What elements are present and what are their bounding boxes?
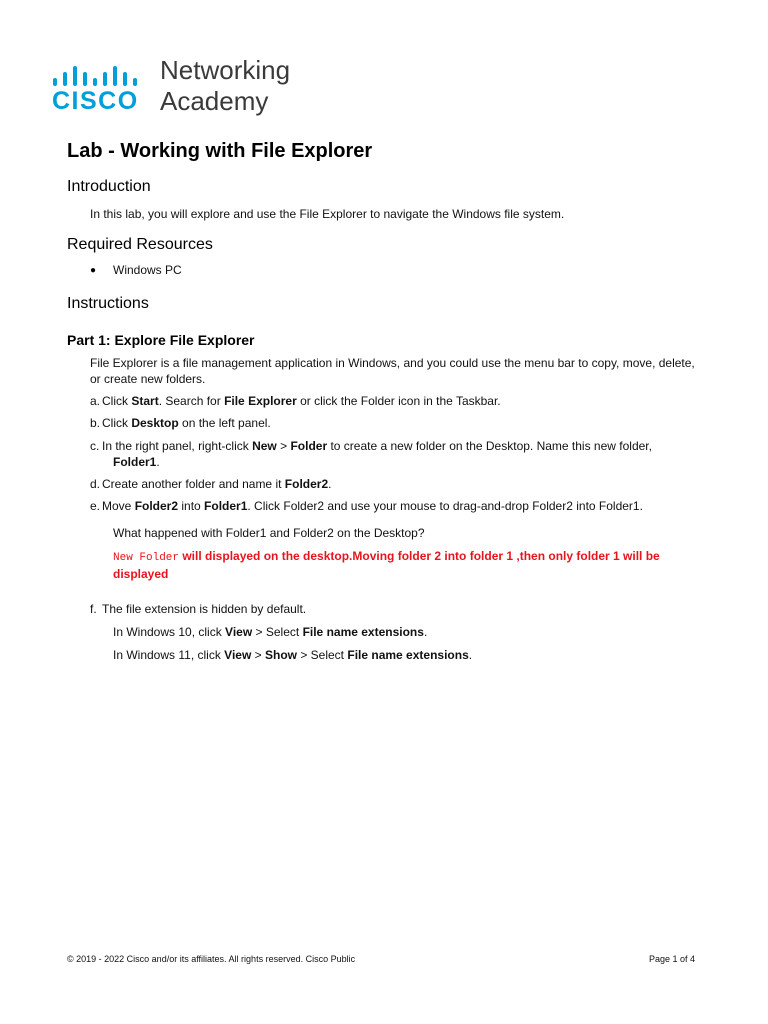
step-bold: View [225,625,253,639]
step-text: > [276,439,291,453]
step-bold: Folder2 [134,499,179,513]
step-text: Click [102,416,132,430]
document-title: Lab - Working with File Explorer [67,140,373,162]
bullet-icon: ● [90,265,97,276]
cisco-networking-academy-logo [52,56,312,118]
step-bold: Folder1 [204,499,248,513]
step-bold: Folder1 [113,455,157,469]
step-text: Move [102,499,135,513]
step-label: d. [90,477,101,491]
step-text: > Select [252,625,303,639]
step-bold: New [252,439,277,453]
step-text: to create a new folder on the Desktop. Name this new folder, [327,439,652,453]
step-text: Click [102,394,132,408]
step-text: . [328,477,332,491]
step-bold: Desktop [131,416,179,430]
logo-line1: Networking [160,55,291,85]
step-text: . [468,648,473,662]
step-bold: File name extensions [347,648,469,662]
step-a [90,393,501,409]
instructions-heading: Instructions [67,295,149,312]
logo-line2: Academy [160,86,269,116]
step-label: a. [90,394,101,408]
resources-heading: Required Resources [67,236,213,253]
part1-heading: Part 1: Explore File Explorer [67,332,255,348]
step-label: b. [90,416,101,430]
step-text: into [178,499,205,513]
step-label: e. [90,499,101,513]
step-f [90,601,306,617]
resource-item: Windows PC [113,263,182,277]
step-text: In Windows 11, click [113,648,225,662]
step-b [90,415,271,431]
answer-code: New Folder [113,552,180,564]
step-text: > [251,648,265,662]
step-bold: File name extensions [302,625,424,639]
answer-body: will displayed on the desktop.Moving folder 2 into folder 1 ,then only folder 1 will be displayed [113,549,660,581]
step-bold: View [224,648,252,662]
cisco-bars-icon [53,64,145,86]
step-text: . [156,455,160,469]
step-e [90,498,643,514]
step-label: c. [90,439,100,453]
step-text: or click the Folder icon in the Taskbar. [296,394,501,408]
answer-text [113,548,703,582]
step-text: . [423,625,428,639]
step-bold: File Explorer [224,394,297,408]
introduction-heading: Introduction [67,178,151,195]
step-bold: Start [131,394,159,408]
footer-page-number: Page 1 of 4 [649,954,696,964]
step-label: f. [90,602,97,616]
step-f-windows11 [113,647,472,663]
step-text: The file extension is hidden by default. [102,602,307,616]
step-f-windows10 [113,624,427,640]
step-text: In the right panel, right-click [102,439,253,453]
step-bold: Folder2 [284,477,329,491]
introduction-text: In this lab, you will explore and use the File Explorer to navigate the Windows file system. [90,207,565,221]
step-text: . Search for [158,394,225,408]
step-d [90,476,331,492]
logo-brand: CISCO [52,87,139,115]
step-bold: Folder [290,439,328,453]
step-text: > Select [296,648,348,662]
footer-copyright: © 2019 - 2022 Cisco and/or its affiliates. All rights reserved. Cisco Public [67,954,356,964]
step-text: In Windows 10, click [113,625,226,639]
step-bold: Show [264,648,297,662]
step-text: . Click Folder2 and use your mouse to drag-and-drop Folder2 into Folder1. [247,499,643,513]
part1-intro: File Explorer is a file management application in Windows, and you could use the menu bar to copy, move, delete, or create new folders. [90,356,695,386]
question-text: What happened with Folder1 and Folder2 on the Desktop? [113,526,425,540]
step-text: on the left panel. [178,416,271,430]
step-text: Create another folder and name it [102,477,285,491]
step-c [90,438,700,470]
